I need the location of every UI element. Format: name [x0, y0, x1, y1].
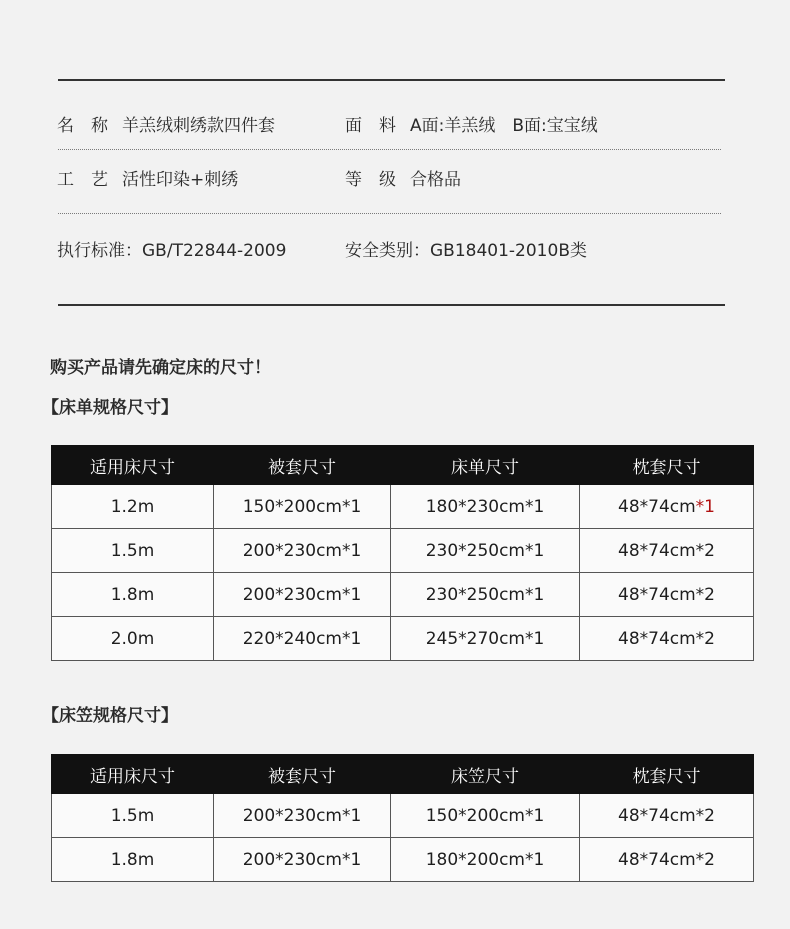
table-row	[52, 838, 754, 882]
pillowcase-quantity-highlight: *1	[695, 496, 715, 517]
table-cell: 180*230cm*1	[391, 485, 580, 529]
dotted-divider	[58, 149, 721, 150]
spec-safety: 安全类别：GB18401-2010B类	[345, 241, 587, 261]
fitted-sheet-size-table	[51, 754, 754, 882]
table-cell	[580, 485, 754, 529]
spec-grade-label: 等 级	[345, 170, 396, 190]
column-header: 被套尺寸	[214, 446, 391, 485]
table-header-row	[52, 446, 754, 485]
table-cell: 200*230cm*1	[214, 794, 391, 838]
dotted-divider	[58, 213, 721, 214]
table-cell: 220*240cm*1	[214, 617, 391, 661]
table-cell: 48*74cm*2	[580, 838, 754, 882]
table-cell: 1.8m	[52, 573, 214, 617]
spec-name-value: 羊羔绒刺绣款四件套	[122, 116, 275, 136]
column-header: 被套尺寸	[214, 755, 391, 794]
table-cell: 230*250cm*1	[391, 529, 580, 573]
spec-grade-value: 合格品	[410, 170, 461, 190]
table-cell: 150*200cm*1	[391, 794, 580, 838]
spec-name	[57, 115, 275, 137]
fitted-table-title: 【床笠规格尺寸】	[42, 706, 178, 726]
table-row	[52, 485, 754, 529]
bottom-divider	[58, 304, 725, 306]
table-cell: 180*200cm*1	[391, 838, 580, 882]
column-header: 床笠尺寸	[391, 755, 580, 794]
column-header: 床单尺寸	[391, 446, 580, 485]
table-cell: 48*74cm*2	[580, 794, 754, 838]
table-cell: 230*250cm*1	[391, 573, 580, 617]
table-cell: 2.0m	[52, 617, 214, 661]
sheet-table-title: 【床单规格尺寸】	[42, 398, 178, 418]
column-header: 适用床尺寸	[52, 755, 214, 794]
sheet-size-table	[51, 445, 754, 661]
table-cell: 48*74cm*2	[580, 529, 754, 573]
table-cell: 1.5m	[52, 529, 214, 573]
table-row	[52, 529, 754, 573]
table-cell: 48*74cm*2	[580, 573, 754, 617]
spec-grade	[345, 169, 461, 191]
table-cell: 200*230cm*1	[214, 838, 391, 882]
table-cell: 1.2m	[52, 485, 214, 529]
column-header: 枕套尺寸	[580, 446, 754, 485]
column-header: 适用床尺寸	[52, 446, 214, 485]
size-notice: 购买产品请先确定床的尺寸！	[50, 358, 271, 378]
spec-craft	[57, 169, 238, 191]
table-header-row	[52, 755, 754, 794]
table-row	[52, 794, 754, 838]
spec-name-label: 名 称	[57, 116, 108, 136]
table-cell: 200*230cm*1	[214, 529, 391, 573]
column-header: 枕套尺寸	[580, 755, 754, 794]
spec-standard: 执行标准：GB/T22844-2009	[57, 241, 287, 261]
spec-craft-value: 活性印染+刺绣	[122, 170, 239, 190]
spec-fabric-value: A面:羊羔绒 B面:宝宝绒	[410, 116, 598, 136]
table-cell: 1.5m	[52, 794, 214, 838]
spec-fabric	[345, 115, 598, 137]
table-cell: 48*74cm*2	[580, 617, 754, 661]
table-cell: 245*270cm*1	[391, 617, 580, 661]
spec-fabric-label: 面 料	[345, 116, 396, 136]
table-cell: 200*230cm*1	[214, 573, 391, 617]
table-cell: 1.8m	[52, 838, 214, 882]
table-row	[52, 573, 754, 617]
table-row	[52, 617, 754, 661]
table-cell: 150*200cm*1	[214, 485, 391, 529]
pillowcase-size: 48*74cm	[618, 496, 696, 517]
spec-craft-label: 工 艺	[57, 170, 108, 190]
top-divider	[58, 79, 725, 81]
